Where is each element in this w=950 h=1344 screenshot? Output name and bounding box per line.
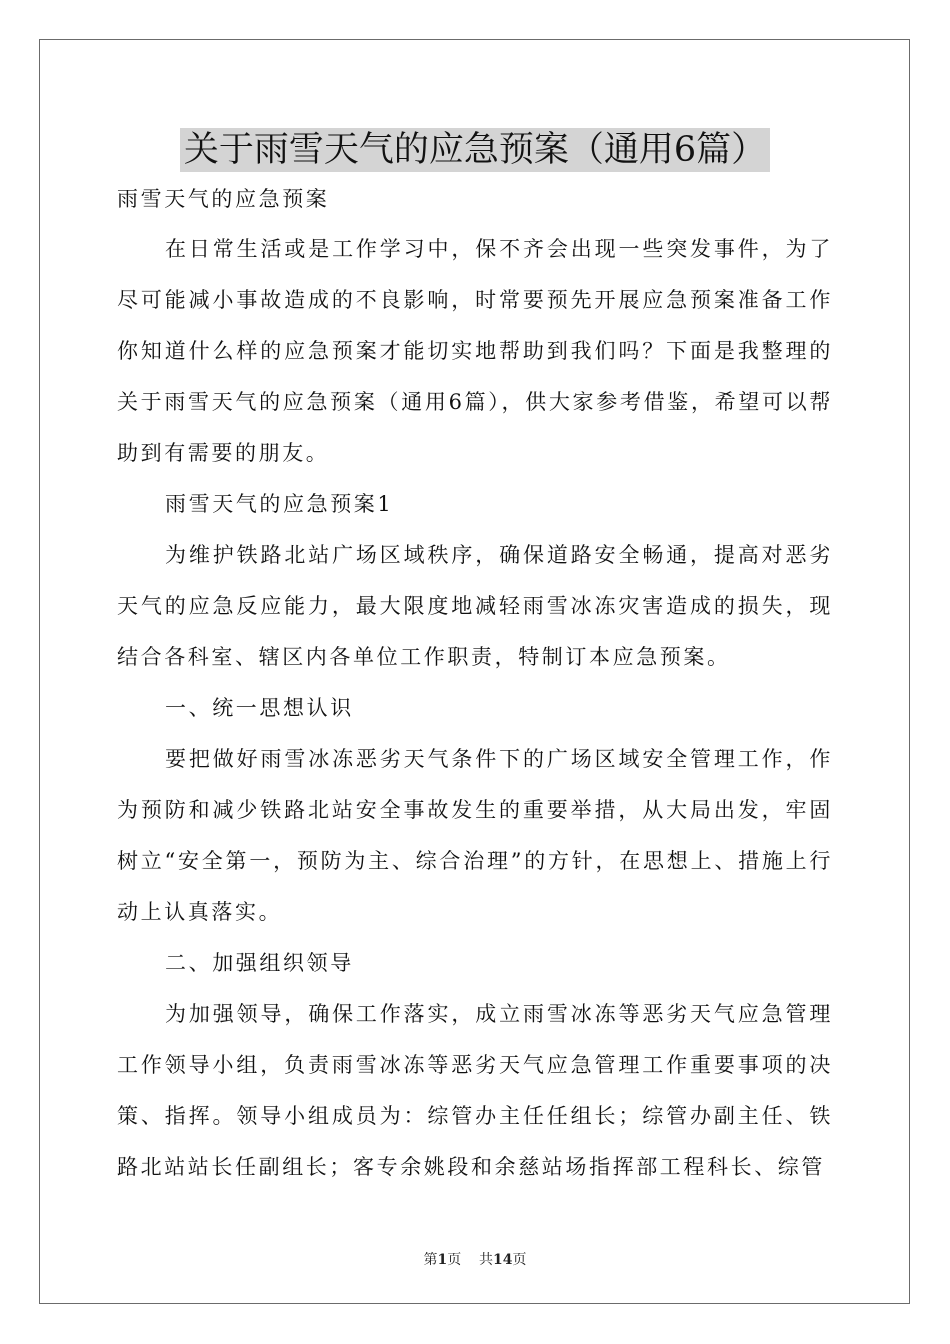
footer-total-pages: 14 — [493, 1252, 513, 1268]
footer-page-prefix: 第 — [423, 1252, 438, 1268]
section-heading-plan-1: 雨雪天气的应急预案1 — [165, 492, 394, 516]
footer-total-prefix: 共 — [479, 1252, 494, 1268]
footer-page-suffix: 页 — [447, 1252, 462, 1268]
unify-thinking-paragraph: 要把做好雨雪冰冻恶劣天气条件下的广场区域安全管理工作，作为预防和减少铁路北站安全事故发生的重要举措，从大局出发，牢固树立“安全第一，预防为主、综合治理”的方针，在思想上、措施上行动上认真落实。 — [117, 747, 833, 924]
document-title: 关于雨雪天气的应急预案（通用6篇） — [180, 128, 770, 172]
document-body — [117, 174, 833, 1193]
plan-1-purpose-paragraph: 为维护铁路北站广场区域秩序，确保道路安全畅通，提高对恶劣天气的应急反应能力，最大限度地减轻雨雪冰冻灾害造成的损失，现结合各科室、辖区内各单位工作职责，特制订本应急预案。 — [117, 543, 833, 669]
footer-total-suffix: 页 — [512, 1252, 527, 1268]
subtitle-paragraph: 雨雪天气的应急预案 — [117, 187, 330, 211]
intro-paragraph: 在日常生活或是工作学习中，保不齐会出现一些突发事件，为了尽可能减小事故造成的不良影响，时常要预先开展应急预案准备工作你知道什么样的应急预案才能切实地帮助到我们吗？下面是我整理的关于雨雪天气的应急预案（通用6篇），供大家参考借鉴，希望可以帮助到有需要的朋友。 — [117, 237, 833, 465]
heading-unify-thinking: 一、统一思想认识 — [165, 696, 354, 720]
footer-page-number: 1 — [437, 1252, 448, 1268]
strengthen-leadership-paragraph: 为加强领导，确保工作落实，成立雨雪冰冻等恶劣天气应急管理工作领导小组，负责雨雪冰冻等恶劣天气应急管理工作重要事项的决策、指挥。领导小组成员为：综管办主任任组长；综管办副主任、铁路北站站长任副组长；客专余姚段和余慈站场指挥部工程科长、综管 — [117, 1002, 833, 1179]
title-wrap — [0, 128, 950, 172]
page-footer — [0, 1249, 950, 1269]
heading-strengthen-leadership: 二、加强组织领导 — [165, 951, 354, 975]
